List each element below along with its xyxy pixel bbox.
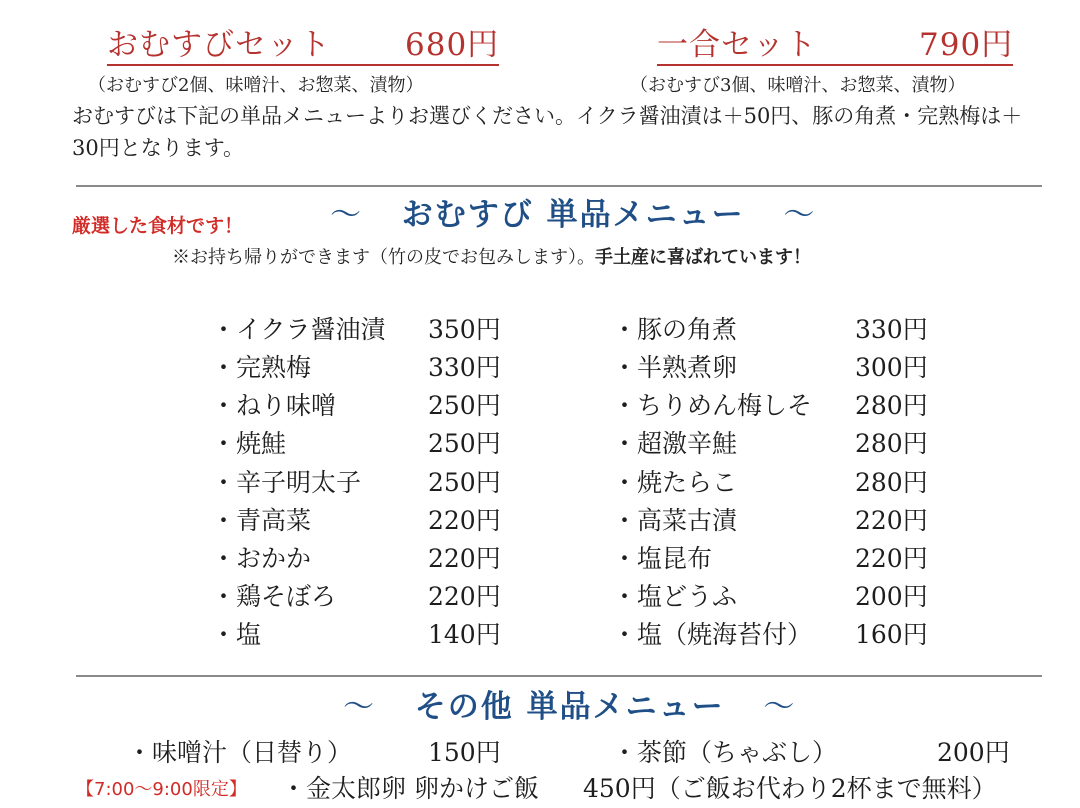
menu-item-price: 250円 bbox=[428, 429, 501, 458]
menu-item bbox=[612, 622, 942, 648]
menu-item bbox=[612, 546, 942, 572]
menu-item-price: 330円 bbox=[855, 315, 928, 344]
set-ichigo-description: （おむすび3個、味噌汁、お惣菜、漬物） bbox=[630, 75, 966, 96]
menu-item-limited bbox=[281, 776, 1021, 802]
menu-item-price: 220円 bbox=[855, 506, 928, 535]
menu-item-price: 200円 bbox=[937, 738, 1010, 767]
menu-item bbox=[612, 508, 942, 534]
omusubi-section-title bbox=[330, 197, 817, 233]
menu-item-price: 250円 bbox=[428, 391, 501, 420]
menu-item-price: 450円（ご飯お代わり2杯まで無料） bbox=[583, 774, 997, 803]
menu-item-name: ・焼たらこ bbox=[612, 468, 738, 497]
menu-item bbox=[612, 393, 942, 419]
menu-item-name: ・超激辛鮭 bbox=[612, 429, 738, 458]
takeout-text: ※お持ち帰りができます（竹の皮でお包みします）。 bbox=[172, 247, 595, 268]
menu-item-price: 160円 bbox=[855, 620, 928, 649]
menu-item-name: ・おかか bbox=[211, 544, 312, 573]
menu-item-name: ・金太郎卵 卵かけご飯 bbox=[281, 774, 539, 803]
menu-item bbox=[211, 622, 511, 648]
menu-item-name: ・塩 bbox=[211, 620, 262, 649]
set-ichigo-name: 一合セット bbox=[657, 27, 817, 63]
other-section-title bbox=[343, 689, 797, 725]
menu-item bbox=[612, 317, 942, 343]
omusubi-section-heading: おむすび 単品メニュー bbox=[401, 197, 745, 233]
menu-item bbox=[612, 355, 942, 381]
selection-note: おむすびは下記の単品メニューよりお選びください。イクラ醤油漬は＋50円、豚の角煮・完熟梅は＋30円となります。 bbox=[72, 104, 1023, 160]
limited-time-label: 【7:00〜9:00限定】 bbox=[76, 779, 247, 800]
other-section-heading: その他 単品メニュー bbox=[414, 689, 725, 725]
menu-item-price: 200円 bbox=[855, 582, 928, 611]
menu-item-name: ・塩昆布 bbox=[612, 544, 713, 573]
menu-item-name: ・辛子明太子 bbox=[211, 468, 362, 497]
menu-item-price: 220円 bbox=[855, 544, 928, 573]
menu-item-name: ・鶏そぼろ bbox=[211, 582, 337, 611]
divider-bottom bbox=[76, 675, 1042, 677]
set-omusubi-name: おむすびセット bbox=[107, 27, 331, 63]
menu-item-name: ・完熟梅 bbox=[211, 353, 312, 382]
menu-item-name: ・茶節（ちゃぶし） bbox=[612, 738, 838, 767]
menu-item bbox=[127, 740, 507, 766]
menu-item-name: ・塩（焼海苔付） bbox=[612, 620, 813, 649]
set-ichigo-title bbox=[657, 27, 1014, 66]
menu-item bbox=[612, 740, 1012, 766]
menu-item-price: 280円 bbox=[855, 468, 928, 497]
menu-item bbox=[612, 584, 942, 610]
menu-item-price: 280円 bbox=[855, 391, 928, 420]
menu-item-name: ・ねり味噌 bbox=[211, 391, 337, 420]
menu-item-name: ・塩どうふ bbox=[612, 582, 738, 611]
menu-item bbox=[211, 355, 511, 381]
menu-item-price: 300円 bbox=[855, 353, 928, 382]
tilde-right: 〜 bbox=[763, 689, 797, 725]
menu-item bbox=[211, 470, 511, 496]
menu-item-name: ・半熟煮卵 bbox=[612, 353, 738, 382]
tilde-right: 〜 bbox=[783, 197, 817, 233]
menu-item bbox=[211, 584, 511, 610]
set-omusubi-price: 680円 bbox=[405, 27, 500, 63]
tilde-left: 〜 bbox=[330, 197, 363, 233]
takeout-note bbox=[172, 249, 811, 267]
takeout-emphasis: 手土産に喜ばれています！ bbox=[595, 247, 811, 268]
menu-item-name: ・豚の角煮 bbox=[612, 315, 738, 344]
menu-item-name: ・高菜古漬 bbox=[612, 506, 738, 535]
menu-item-price: 250円 bbox=[428, 468, 501, 497]
menu-item-price: 150円 bbox=[428, 738, 501, 767]
menu-item bbox=[211, 508, 511, 534]
accent-label: 厳選した食材です！ bbox=[72, 215, 244, 237]
menu-item bbox=[211, 317, 511, 343]
menu-item bbox=[612, 431, 942, 457]
menu-item-name: ・焼鮭 bbox=[211, 429, 287, 458]
menu-item-price: 280円 bbox=[855, 429, 928, 458]
menu-item bbox=[211, 546, 511, 572]
menu-item bbox=[211, 431, 511, 457]
menu-item-price: 220円 bbox=[428, 544, 501, 573]
menu-item bbox=[612, 470, 942, 496]
menu-item-price: 140円 bbox=[428, 620, 501, 649]
set-omusubi-description: （おむすび2個、味噌汁、お惣菜、漬物） bbox=[88, 75, 424, 96]
menu-item-price: 220円 bbox=[428, 506, 501, 535]
menu-item-price: 350円 bbox=[428, 315, 501, 344]
menu-item bbox=[211, 393, 511, 419]
menu-item-name: ・青高菜 bbox=[211, 506, 312, 535]
set-omusubi-title bbox=[107, 27, 500, 66]
tilde-left: 〜 bbox=[343, 689, 376, 725]
menu-item-name: ・味噌汁（日替り） bbox=[127, 738, 353, 767]
menu-item-name: ・イクラ醤油漬 bbox=[211, 315, 386, 344]
menu-item-price: 220円 bbox=[428, 582, 501, 611]
set-ichigo-price: 790円 bbox=[919, 27, 1014, 63]
menu-item-price: 330円 bbox=[428, 353, 501, 382]
divider-top bbox=[76, 185, 1042, 187]
menu-item-name: ・ちりめん梅しそ bbox=[612, 391, 813, 420]
